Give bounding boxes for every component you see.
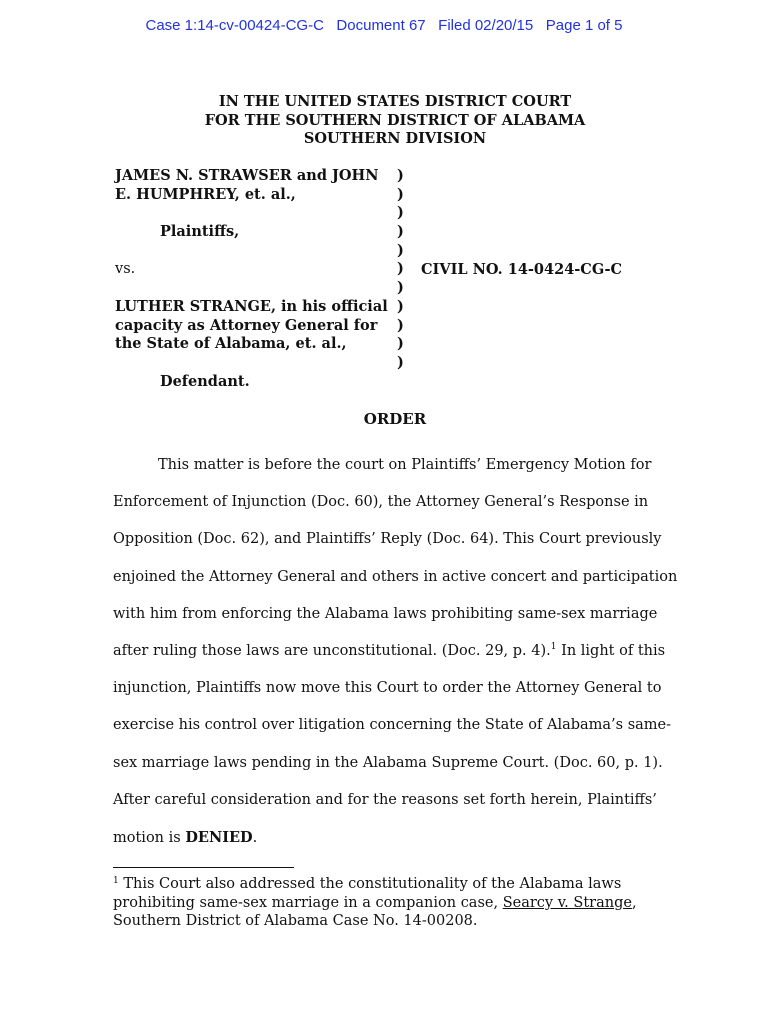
- case-caption-parties: [115, 167, 395, 391]
- body-line: Opposition (Doc. 62), and Plaintiffs’ Reply (Doc. 64). This Court previously: [113, 531, 662, 548]
- document-number: Document 67: [336, 17, 426, 34]
- footnote-text: This Court also addressed the constitutionality of the Alabama laws: [118, 876, 622, 892]
- caption-paren: ): [397, 204, 404, 222]
- body-line-text: .: [252, 829, 258, 846]
- versus-label: vs.: [115, 261, 136, 278]
- caption-paren: ): [397, 185, 404, 203]
- order-body: [113, 447, 678, 856]
- footnote-marker: 1: [113, 876, 119, 886]
- body-line: [113, 819, 673, 856]
- body-line: Enforcement of Injunction (Doc. 60), the Attorney General’s Response in: [113, 494, 649, 511]
- page-indicator: Page 1 of 5: [545, 17, 623, 34]
- plaintiffs-names: JAMES N. STRAWSER and JOHN: [115, 167, 379, 184]
- caption-paren-column: [397, 167, 404, 373]
- body-line-text: motion is: [113, 829, 186, 846]
- body-line: enjoined the Attorney General and others in active concert and participation: [113, 568, 678, 585]
- body-line: [113, 633, 673, 670]
- footnote-line: Southern District of Alabama Case No. 14-00208.: [113, 913, 478, 930]
- plaintiffs-role: Plaintiffs,: [160, 223, 240, 241]
- caption-paren: ): [397, 353, 404, 371]
- plaintiffs-names: E. HUMPHREY, et. al.,: [115, 185, 296, 203]
- body-line: injunction, Plaintiffs now move this Court to order the Attorney General to: [113, 680, 662, 697]
- case-number: Case 1:14-cv-00424-CG-C: [145, 17, 324, 34]
- caption-paren: ): [397, 279, 404, 297]
- body-line: sex marriage laws pending in the Alabama Supreme Court. (Doc. 60, p. 1).: [113, 754, 663, 771]
- ruling-denied: DENIED: [185, 828, 253, 846]
- body-line: exercise his control over litigation concerning the State of Alabama’s same-: [113, 717, 672, 734]
- footnote: [113, 875, 713, 931]
- body-line: This matter is before the court on Plaintiffs’ Emergency Motion for: [158, 457, 652, 473]
- body-line-text: In light of this: [556, 642, 666, 659]
- body-line: with him from enforcing the Alabama laws prohibiting same-sex marriage: [113, 605, 658, 622]
- caption-paren: ): [397, 167, 404, 184]
- court-heading-line: IN THE UNITED STATES DISTRICT COURT: [218, 93, 572, 110]
- body-line: After careful consideration and for the reasons set forth herein, Plaintiffs’: [113, 791, 657, 808]
- defendant-role: Defendant.: [160, 372, 250, 390]
- footnote-text: prohibiting same-sex marriage in a companion case,: [113, 894, 503, 911]
- court-heading-line: FOR THE SOUTHERN DISTRICT OF ALABAMA: [204, 111, 586, 129]
- body-line-text: after ruling those laws are unconstitutional. (Doc. 29, p. 4).: [113, 642, 551, 659]
- civil-case-number: CIVIL NO. 14-0424-CG-C: [421, 261, 623, 278]
- court-heading: [0, 93, 768, 149]
- footnote-reference[interactable]: 1: [550, 641, 557, 652]
- defendant-names: the State of Alabama, et. al.,: [115, 335, 347, 353]
- filed-date: Filed 02/20/15: [438, 17, 534, 34]
- footnote-line: [113, 894, 713, 913]
- case-header-stamp: [0, 17, 768, 34]
- case-citation-link[interactable]: Searcy v. Strange: [502, 894, 632, 911]
- caption-paren: ): [397, 260, 404, 278]
- caption-paren: ): [397, 316, 404, 334]
- caption-paren: ): [397, 223, 404, 241]
- footnote-line: [113, 875, 713, 894]
- caption-paren: ): [397, 241, 404, 259]
- footnote-text: ,: [631, 894, 637, 911]
- order-title: ORDER: [363, 410, 427, 428]
- defendant-names: LUTHER STRANGE, in his official: [115, 297, 388, 315]
- court-heading-line: SOUTHERN DIVISION: [303, 130, 487, 147]
- caption-paren: ): [397, 335, 404, 353]
- defendant-names: capacity as Attorney General for: [115, 316, 378, 334]
- caption-paren: ): [397, 297, 404, 315]
- footnote-divider: [113, 867, 294, 868]
